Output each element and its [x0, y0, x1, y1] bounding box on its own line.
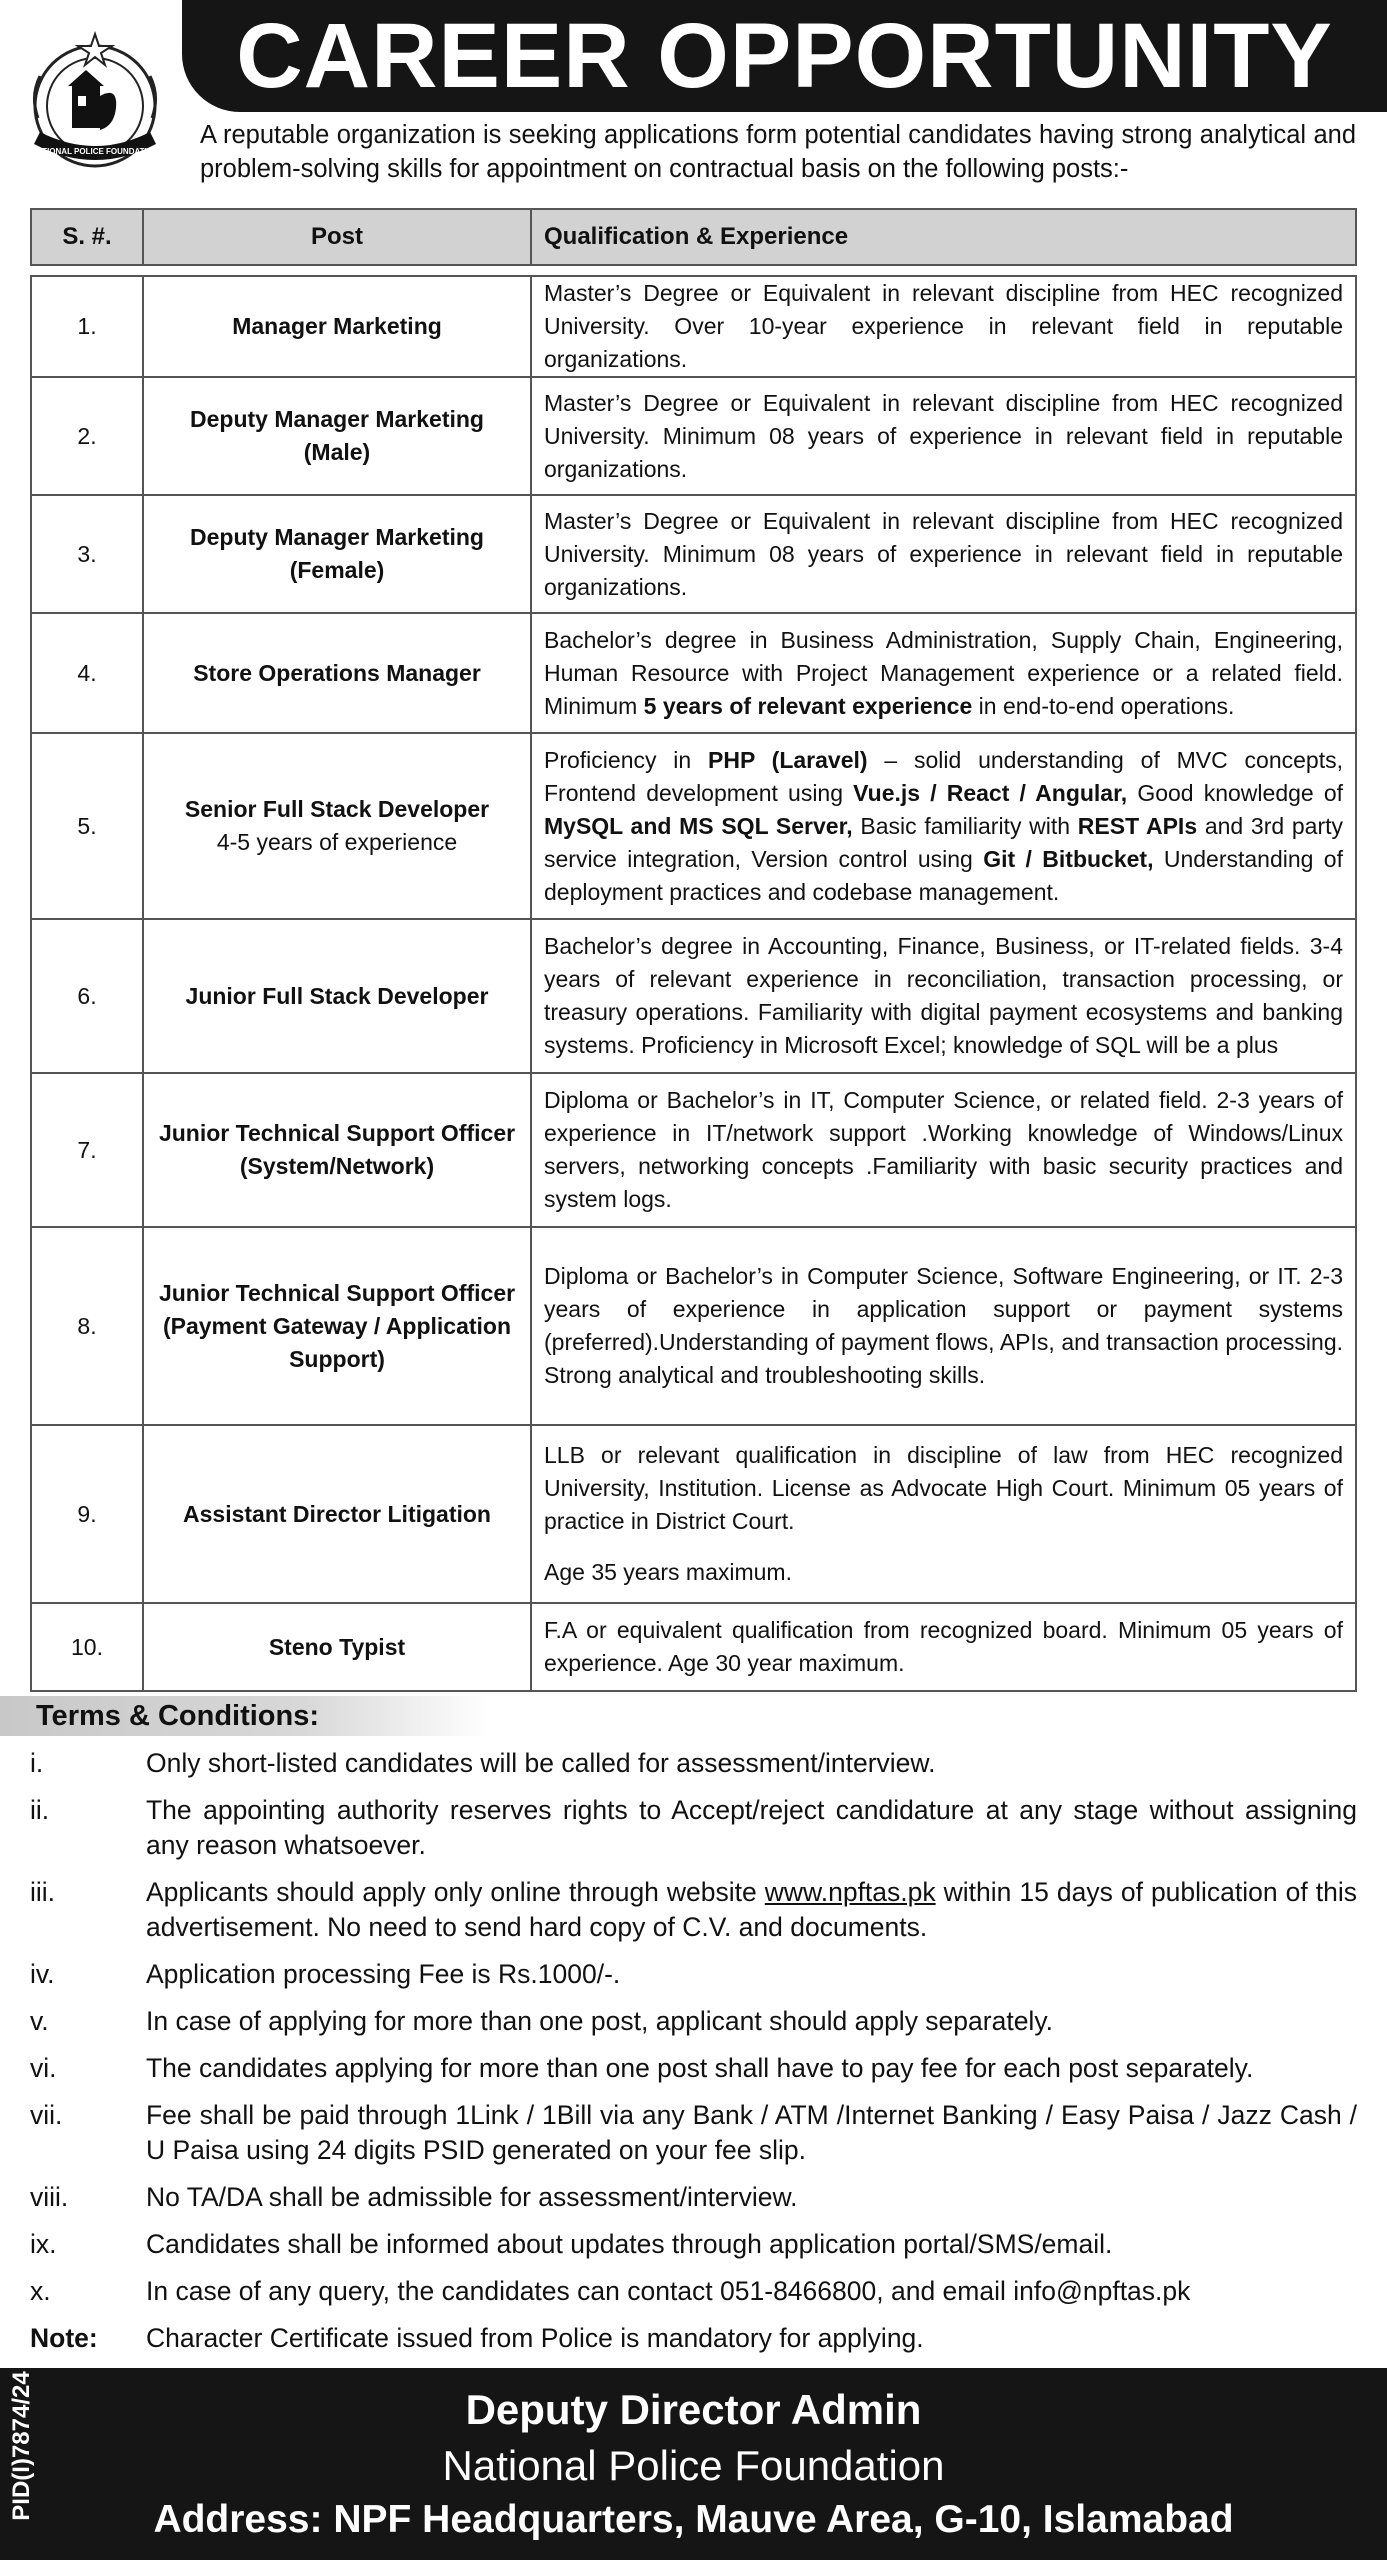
row-qualification: F.A or equivalent qualification from recognized board. Minimum 05 years of experience. Age 30 year maximum. [531, 1603, 1356, 1691]
table-row [31, 1425, 1356, 1603]
footer-designation: Deputy Director Admin [465, 2386, 922, 2433]
term-number: vi. [30, 2053, 57, 2083]
row-sn: 5. [31, 733, 143, 919]
row-sn: 6. [31, 919, 143, 1073]
table-row [31, 613, 1356, 733]
terms-title: Terms & Conditions: [36, 1700, 320, 1732]
row-qualification: Bachelor’s degree in Business Administration, Supply Chain, Engineering, Human Resource with Project Management experience or a related field. Minimum 5 years of relevant experience in end-to-end operations. [531, 613, 1356, 733]
col-header-post: Post [143, 209, 531, 265]
list-item [30, 2274, 1357, 2309]
list-item [30, 2227, 1357, 2262]
term-text: Application processing Fee is Rs.1000/-. [146, 1959, 621, 1989]
row-post-sub: 4-5 years of experience [216, 829, 458, 855]
row-sn: 10. [31, 1603, 143, 1691]
footer-organization: National Police Foundation [442, 2442, 945, 2489]
terms-list [30, 1746, 1357, 2368]
list-item [30, 1793, 1357, 1863]
list-item [30, 2098, 1357, 2168]
list-item [30, 2051, 1357, 2086]
row-post: Store Operations Manager [143, 613, 531, 733]
term-text: Fee shall be paid through 1Link / 1Bill via any Bank / ATM /Internet Banking / Easy Paisa / Jazz Cash / U Paisa using 24 digits PSID generated on your fee slip. [146, 2100, 1357, 2165]
row-post: Junior Technical Support Officer (System/Network) [143, 1073, 531, 1227]
npf-logo [20, 26, 170, 186]
table-row [31, 276, 1356, 377]
svg-text:NATIONAL POLICE FOUNDATION: NATIONAL POLICE FOUNDATION [31, 147, 159, 156]
row-qualification: Diploma or Bachelor’s in IT, Computer Science, or related field. 2-3 years of experience in IT/network support .Working knowledge of Windows/Linux servers, networking concepts .Familiarity with basic security practices and system logs. [531, 1073, 1356, 1227]
row-sn: 3. [31, 495, 143, 613]
row-post: Junior Technical Support Officer (Payment Gateway / Application Support) [143, 1227, 531, 1425]
website-link[interactable]: www.npftas.pk [764, 1877, 936, 1907]
term-number: v. [30, 2006, 49, 2036]
term-number: x. [30, 2276, 51, 2306]
row-qualification: Diploma or Bachelor’s in Computer Science, Software Engineering, or IT. 2-3 years of experience in application support or payment systems (preferred).Understanding of payment flows, APIs, and transaction processing. Strong analytical and troubleshooting skills. [531, 1227, 1356, 1425]
term-text: In case of any query, the candidates can contact 051-8466800, and email info@npftas.pk [146, 2276, 1191, 2306]
pid-number: PID(I)7874/24 [8, 2371, 35, 2521]
col-header-sn: S. #. [31, 209, 143, 265]
row-post: Manager Marketing [143, 276, 531, 377]
term-text: The appointing authority reserves rights to Accept/reject candidature at any stage without assigning any reason whatsoever. [146, 1795, 1357, 1860]
row-age-limit: Age 35 years maximum. [544, 1559, 792, 1585]
row-qualification: Master’s Degree or Equivalent in relevant discipline from HEC recognized University. Over 10-year experience in relevant field in reputable organizations. [531, 276, 1356, 377]
term-number: iv. [30, 1959, 55, 1989]
row-post: Senior Full Stack Developer 4-5 years of experience [143, 733, 531, 919]
table-row [31, 1227, 1356, 1425]
term-text: In case of applying for more than one post, applicant should apply separately. [146, 2006, 1053, 2036]
list-item [30, 1875, 1357, 1945]
term-number: ix. [30, 2229, 57, 2259]
note-label: Note: [30, 2323, 98, 2353]
row-qualification: Master’s Degree or Equivalent in relevant discipline from HEC recognized University. Minimum 08 years of experience in relevant field in reputable organizations. [531, 495, 1356, 613]
row-post: Deputy Manager Marketing (Female) [143, 495, 531, 613]
row-sn: 9. [31, 1425, 143, 1603]
posts-table [30, 208, 1357, 1692]
list-item [30, 1746, 1357, 1781]
row-sn: 1. [31, 276, 143, 377]
row-qualification: Bachelor’s degree in Accounting, Finance, Business, or IT-related fields. 3-4 years of relevant experience in reconciliation, transaction processing, or treasury operations. Familiarity with digital payment ecosystems and banking systems. Proficiency in Microsoft Excel; knowledge of SQL will be a plus [531, 919, 1356, 1073]
term-number: iii. [30, 1877, 56, 1907]
row-qualification: Proficiency in PHP (Laravel) – solid understanding of MVC concepts, Frontend development using Vue.js / React / Angular, Good knowledge of MySQL and MS SQL Server, Basic familiarity with REST APIs and 3rd party service integration, Version control using Git / Bitbucket, Understanding of deployment practices and codebase management. [531, 733, 1356, 919]
term-text: No TA/DA shall be admissible for assessment/interview. [146, 2182, 798, 2212]
footer [0, 2368, 1387, 2560]
table-row [31, 495, 1356, 613]
list-item [30, 2180, 1357, 2215]
row-post: Assistant Director Litigation [143, 1425, 531, 1603]
row-sn: 7. [31, 1073, 143, 1227]
term-number: ii. [30, 1795, 50, 1825]
table-header-row [31, 209, 1356, 265]
footer-address: Address: NPF Headquarters, Mauve Area, G-10, Islamabad [153, 2498, 1234, 2541]
term-number: viii. [30, 2182, 69, 2212]
note-item [30, 2321, 1357, 2356]
table-row [31, 1603, 1356, 1691]
col-header-qualification: Qualification & Experience [531, 209, 1356, 265]
term-text: Candidates shall be informed about updates through application portal/SMS/email. [146, 2229, 1113, 2259]
term-text: Applicants should apply only online through website www.npftas.pk within 15 days of publication of this advertisement. No need to send hard copy of C.V. and documents. [146, 1877, 1357, 1942]
row-post: Deputy Manager Marketing (Male) [143, 377, 531, 495]
row-sn: 2. [31, 377, 143, 495]
page-title: CAREER OPPORTUNITY [236, 4, 1333, 107]
term-number: i. [30, 1748, 44, 1778]
row-qualification: LLB or relevant qualification in discipline of law from HEC recognized University, Institution. License as Advocate High Court. Minimum 05 years of practice in District Court. Age 35 years maximum. [531, 1425, 1356, 1603]
note-text: Character Certificate issued from Police is mandatory for applying. [146, 2323, 924, 2353]
row-qualification: Master’s Degree or Equivalent in relevant discipline from HEC recognized University. Minimum 08 years of experience in relevant field in reputable organizations. [531, 377, 1356, 495]
row-sn: 8. [31, 1227, 143, 1425]
row-post: Junior Full Stack Developer [143, 919, 531, 1073]
term-text: Only short-listed candidates will be called for assessment/interview. [146, 1748, 936, 1778]
table-row [31, 919, 1356, 1073]
table-row [31, 377, 1356, 495]
table-row [31, 733, 1356, 919]
row-sn: 4. [31, 613, 143, 733]
table-row [31, 1073, 1356, 1227]
list-item [30, 2004, 1357, 2039]
term-number: vii. [30, 2100, 63, 2130]
term-text: The candidates applying for more than one post shall have to pay fee for each post separately. [146, 2053, 1254, 2083]
list-item [30, 1957, 1357, 1992]
intro-text: A reputable organization is seeking applications form potential candidates having strong analytical and problem-solving skills for appointment on contractual basis on the following posts:- [200, 121, 1356, 183]
row-post: Steno Typist [143, 1603, 531, 1691]
